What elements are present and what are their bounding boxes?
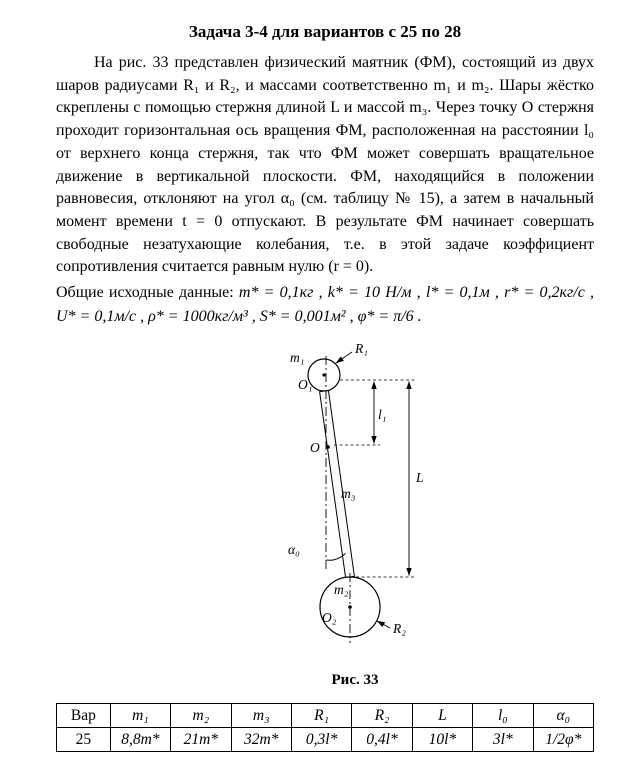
label-l1: l₁	[378, 407, 387, 423]
label-m3: m₃	[341, 486, 356, 502]
cell-m3: 32m*	[231, 728, 291, 752]
label-R1: R₁	[355, 341, 368, 357]
pendulum-rod	[320, 390, 355, 577]
label-m2: m₂	[334, 582, 349, 598]
col-header-R1: R₁	[291, 704, 351, 728]
cell-alpha0: 1/2φ*	[533, 728, 593, 752]
col-header-alpha0: α₀	[533, 704, 593, 728]
col-header-R2: R₂	[352, 704, 412, 728]
label-O2: O₂	[322, 610, 337, 626]
col-header-m1: m₁	[110, 704, 170, 728]
page-title: Задача 3-4 для вариантов с 25 по 28	[188, 22, 462, 41]
cell-var: 25	[57, 728, 111, 752]
col-header-m3: m₃	[231, 704, 291, 728]
given-data-paragraph	[56, 281, 594, 329]
given-data-intro: Общие исходные данные:	[56, 284, 234, 302]
leader-arrow-R1	[336, 352, 352, 363]
table-header-row	[57, 704, 594, 728]
leader-arrow-R2	[377, 621, 390, 628]
pivot-point-dot	[326, 445, 330, 449]
label-O1: O₁	[298, 377, 313, 393]
cell-L: 10l*	[412, 728, 472, 752]
cell-m2: 21m*	[171, 728, 231, 752]
cell-l0: 3l*	[473, 728, 533, 752]
given-data-values: m* = 0,1кг , k* = 10 Н/м , l* = 0,1м , r* = 0,2кг/с , U* = 0,1м/с , ρ* = 1000кг/м³ , S* = 0,001м² , φ* = π/6 .	[56, 284, 595, 326]
figure-caption: Рис. 33	[331, 672, 379, 689]
col-header-l0: l₀	[473, 704, 533, 728]
col-header-var: Вар	[57, 704, 111, 728]
problem-paragraph: На рис. 33 представлен физический маятник (ФМ), состоящий из двух шаров радиусами R₁ и R₂, и массами соответственно m₁ и m₂. Шары жёстко скреплены с помощью стержня длиной L и массой m₃. Через точку O стержня проходит горизонтальная ось вращения ФМ, расположенная на расстоянии l₀ от верхнего конца стержня, так что ФМ может совершать вращательное движение в вертикальной плоскости. ФМ, находящийся в положении равновесия, отклоняют на угол α₀ (см. таблицу № 15), а затем в начальный момент времени t = 0 отпускают. В результате ФМ начинает совершать свободные незатухающие колебания, т.е. в этой задаче коэффициент сопротивления считается равным нулю (r = 0).	[56, 54, 594, 276]
label-alpha0: α₀	[288, 542, 300, 558]
figure-block	[244, 335, 444, 689]
col-header-L: L	[412, 704, 472, 728]
upper-ball-center-dot	[322, 374, 325, 377]
cell-m1: 8,8m*	[110, 728, 170, 752]
table-row	[57, 728, 594, 752]
label-m1: m₁	[290, 350, 305, 366]
label-O: O	[310, 440, 320, 456]
lower-ball-center-dot	[348, 605, 352, 609]
variants-table	[56, 703, 594, 752]
label-L: L	[416, 470, 424, 486]
pendulum-diagram	[244, 335, 444, 665]
cell-R2: 0,4l*	[352, 728, 412, 752]
cell-R1: 0,3l*	[291, 728, 351, 752]
label-R2: R₂	[393, 621, 406, 637]
col-header-m2: m₂	[171, 704, 231, 728]
